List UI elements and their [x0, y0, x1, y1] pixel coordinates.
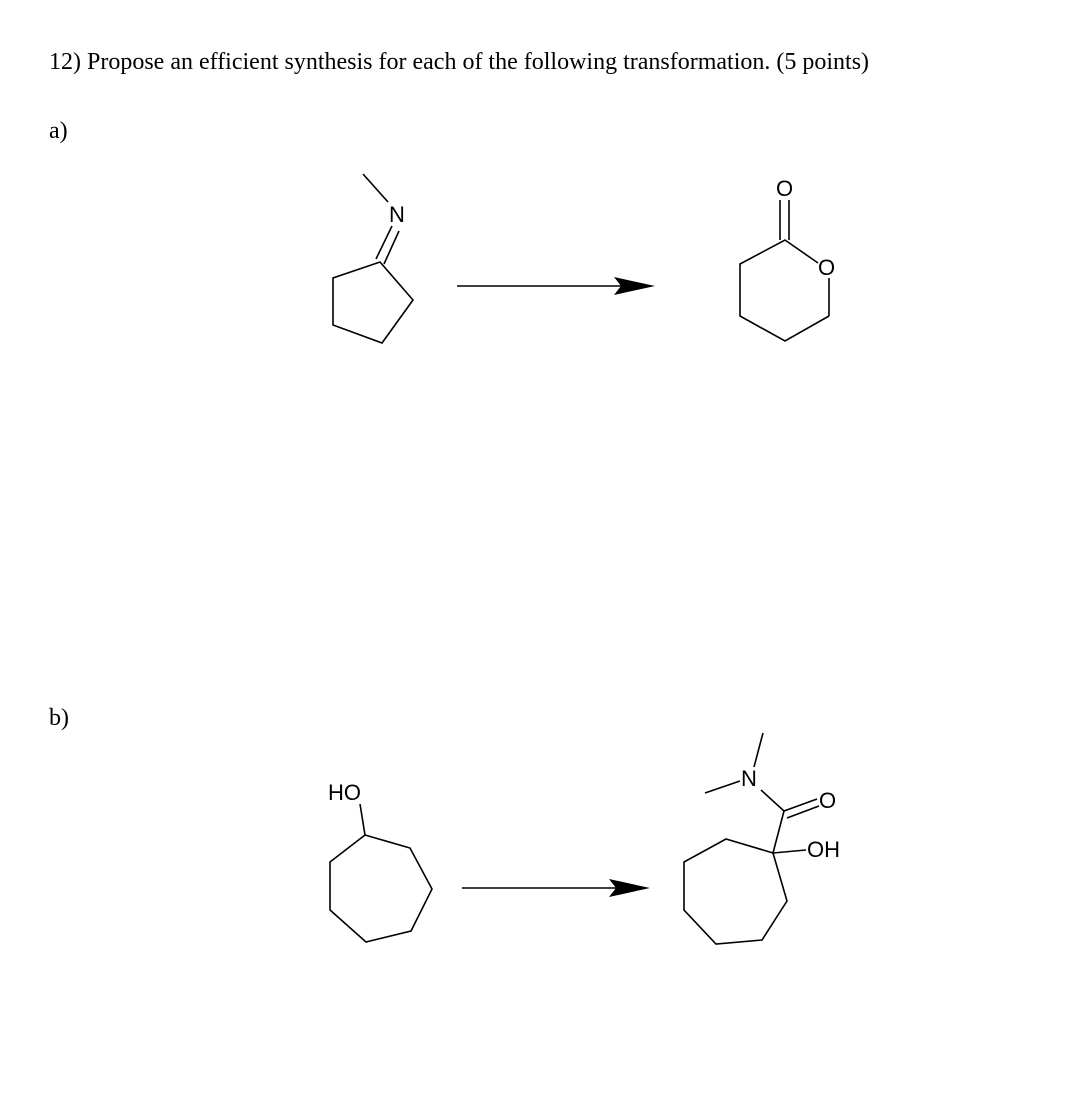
nitrogen-atom-label: N: [389, 202, 405, 227]
amide-cn-bond: [761, 790, 784, 811]
cycloheptane-ring: [684, 839, 787, 944]
part-a-product: [740, 176, 835, 341]
question-text: 12) Propose an efficient synthesis for each of the following transformation. (5 points): [49, 49, 870, 75]
cyclopentane-ring: [333, 262, 413, 343]
ring-oxygen-label: O: [818, 255, 836, 280]
cycloheptane-ring: [330, 835, 432, 942]
ring-to-hydroxyl-bond: [773, 850, 806, 853]
ring-to-carbonyl-bond: [773, 811, 784, 853]
hydroxyl-label: HO: [328, 780, 361, 805]
carbonyl-oxygen-label: O: [776, 176, 794, 201]
part-b-product: [684, 733, 840, 944]
part-b-reaction-arrow: [462, 879, 650, 897]
part-a-label: a): [49, 118, 68, 144]
part-b-starting-material: [328, 780, 432, 942]
hydroxyl-label: OH: [807, 837, 840, 862]
amide-nitrogen-label: N: [741, 766, 757, 791]
part-a-starting-material: [333, 174, 413, 343]
amide-oxygen-label: O: [819, 788, 837, 813]
imine-double-bond-2: [384, 231, 399, 264]
n-methyl-bond-2: [705, 781, 740, 793]
hydroxyl-bond: [360, 804, 365, 835]
part-a-reaction-arrow: [457, 277, 655, 295]
part-b-label: b): [49, 705, 69, 731]
imine-double-bond-1: [376, 226, 392, 259]
n-methyl-bond: [363, 174, 388, 202]
lactone-ring-carbons: [740, 240, 829, 341]
n-methyl-bond-1: [754, 733, 763, 767]
